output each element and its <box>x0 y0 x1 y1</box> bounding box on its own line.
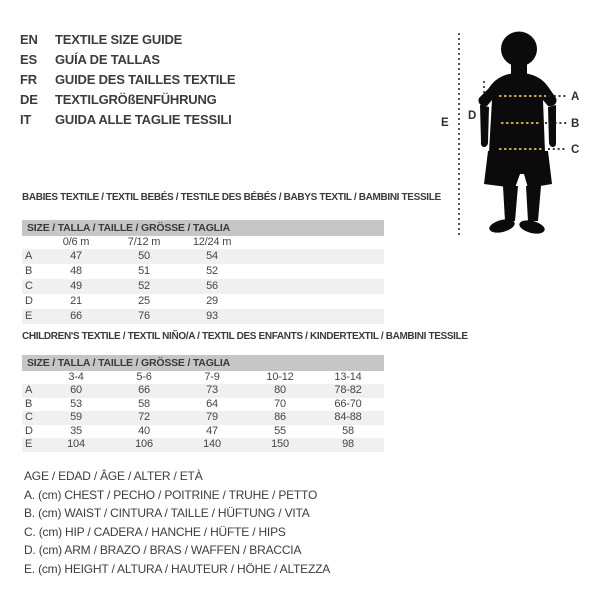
babies-size-header-bar: SIZE / TALLA / TAILLE / GRÖSSE / TAGLIA <box>22 220 384 236</box>
spacer-cell <box>22 236 42 249</box>
legend-arm: D. (cm) ARM / BRAZO / BRAS / WAFFEN / BRACCIA <box>24 543 302 558</box>
child-silhouette <box>478 32 556 236</box>
table-cell: 49 <box>70 280 82 292</box>
lang-code: FR <box>20 72 37 87</box>
column-header: 12/24 m <box>192 236 232 248</box>
row-label: A <box>25 384 33 396</box>
table-row <box>22 411 384 425</box>
table-cell: 70 <box>274 397 286 410</box>
lang-row-it <box>20 110 235 130</box>
table-cell: 50 <box>138 250 150 262</box>
lang-code: EN <box>20 32 38 47</box>
table-cell: 29 <box>206 295 218 307</box>
table-cell: 48 <box>70 265 82 277</box>
arm-label: D <box>468 110 477 122</box>
lang-label: TEXTILGRÖßENFÜHRUNG <box>55 92 217 107</box>
table-cell: 64 <box>206 397 218 410</box>
children-size-header-bar: SIZE / TALLA / TAILLE / GRÖSSE / TAGLIA <box>22 355 384 371</box>
table-cell: 84-88 <box>334 411 362 423</box>
lang-code: DE <box>20 92 38 107</box>
row-label: B <box>25 397 33 410</box>
table-cell: 80 <box>274 384 286 396</box>
table-cell: 54 <box>206 250 218 262</box>
table-row <box>22 398 384 412</box>
row-label: C <box>25 411 33 423</box>
table-cell: 52 <box>138 280 150 292</box>
lang-row-en <box>20 30 235 50</box>
table-cell: 106 <box>135 438 153 450</box>
table-cell: 25 <box>138 295 150 307</box>
lang-label: GUIDA ALLE TAGLIE TESSILI <box>55 112 232 127</box>
babies-column-headers <box>22 236 384 249</box>
table-cell: 47 <box>206 424 218 437</box>
table-cell: 66-70 <box>334 397 362 410</box>
table-cell: 58 <box>138 397 150 410</box>
table-cell: 93 <box>206 310 218 322</box>
legend-age: AGE / EDAD / ÂGE / ALTER / ETÀ <box>24 469 203 483</box>
table-cell: 56 <box>206 280 218 292</box>
children-table-rows <box>22 384 384 452</box>
legend-hip: C. (cm) HIP / CADERA / HANCHE / HÜFTE / HIPS <box>24 524 286 539</box>
row-label: A <box>25 250 33 262</box>
table-cell: 53 <box>70 397 82 410</box>
table-row <box>22 438 384 452</box>
table-row <box>22 249 384 264</box>
column-header: 7-9 <box>204 371 220 383</box>
table-cell: 73 <box>206 384 218 396</box>
lang-row-fr <box>20 70 235 90</box>
children-column-headers <box>22 371 384 384</box>
lang-code: ES <box>20 52 37 67</box>
table-cell: 66 <box>138 384 150 396</box>
lang-row-de <box>20 90 235 110</box>
table-row <box>22 425 384 439</box>
table-cell: 86 <box>274 411 286 423</box>
column-header: 10-12 <box>266 371 294 383</box>
table-row <box>22 279 384 294</box>
table-cell: 60 <box>70 384 82 396</box>
table-cell: 78-82 <box>334 384 362 396</box>
language-list <box>20 30 235 130</box>
column-header: 7/12 m <box>127 236 161 248</box>
hip-label: C <box>571 144 580 156</box>
table-row <box>22 264 384 279</box>
table-cell: 21 <box>70 295 82 307</box>
table-cell: 55 <box>274 424 286 437</box>
table-cell: 98 <box>342 438 354 450</box>
row-label: E <box>25 438 33 450</box>
table-cell: 140 <box>203 438 221 450</box>
child-silhouette-figure <box>435 25 600 240</box>
children-table-section <box>22 331 468 453</box>
table-cell: 72 <box>138 411 150 423</box>
row-label: D <box>25 295 33 307</box>
legend-height: E. (cm) HEIGHT / ALTURA / HAUTEUR / HÖHE / ALTEZZA <box>24 561 331 576</box>
table-cell: 58 <box>342 424 354 437</box>
height-label: E <box>441 117 449 129</box>
spacer-cell <box>22 371 42 384</box>
row-label: E <box>25 310 33 322</box>
table-row <box>22 294 384 309</box>
table-cell: 66 <box>70 310 82 322</box>
chest-label: A <box>571 91 580 103</box>
table-cell: 150 <box>271 438 289 450</box>
column-header: 5-6 <box>136 371 152 383</box>
lang-label: GUIDE DES TAILLES TEXTILE <box>55 72 236 87</box>
table-row <box>22 309 384 324</box>
table-cell: 104 <box>67 438 85 450</box>
table-cell: 76 <box>138 310 150 322</box>
lang-row-es <box>20 50 235 70</box>
measurement-figure <box>435 25 600 240</box>
children-section-title: CHILDREN'S TEXTILE / TEXTIL NIÑO/A / TEXTIL DES ENFANTS / KINDERTEXTIL / BAMBINI TESSILE <box>22 331 468 342</box>
lang-label: TEXTILE SIZE GUIDE <box>55 32 183 47</box>
babies-table-section <box>22 192 441 326</box>
lang-label: GUÍA DE TALLAS <box>55 52 160 67</box>
row-label: B <box>25 265 33 277</box>
table-cell: 35 <box>70 424 82 437</box>
row-label: D <box>25 424 33 437</box>
babies-table-rows <box>22 249 384 324</box>
table-cell: 47 <box>70 250 82 262</box>
table-cell: 79 <box>206 411 218 423</box>
measurement-legend <box>24 467 330 579</box>
legend-chest: A. (cm) CHEST / PECHO / POITRINE / TRUHE / PETTO <box>24 487 318 502</box>
table-cell: 40 <box>138 424 150 437</box>
table-row <box>22 384 384 398</box>
waist-label: B <box>571 118 580 130</box>
column-header: 0/6 m <box>62 236 90 248</box>
row-label: C <box>25 280 33 292</box>
babies-section-title: BABIES TEXTILE / TEXTIL BEBÉS / TESTILE DES BÉBÉS / BABYS TEXTIL / BAMBINI TESSILE <box>22 192 441 203</box>
table-cell: 59 <box>70 411 82 423</box>
table-cell: 51 <box>138 265 150 277</box>
column-header: 3-4 <box>68 371 84 383</box>
column-header: 13-14 <box>334 371 362 383</box>
legend-waist: B. (cm) WAIST / CINTURA / TAILLE / HÜFTUNG / VITA <box>24 506 310 521</box>
lang-code: IT <box>20 112 32 127</box>
table-cell: 52 <box>206 265 218 277</box>
